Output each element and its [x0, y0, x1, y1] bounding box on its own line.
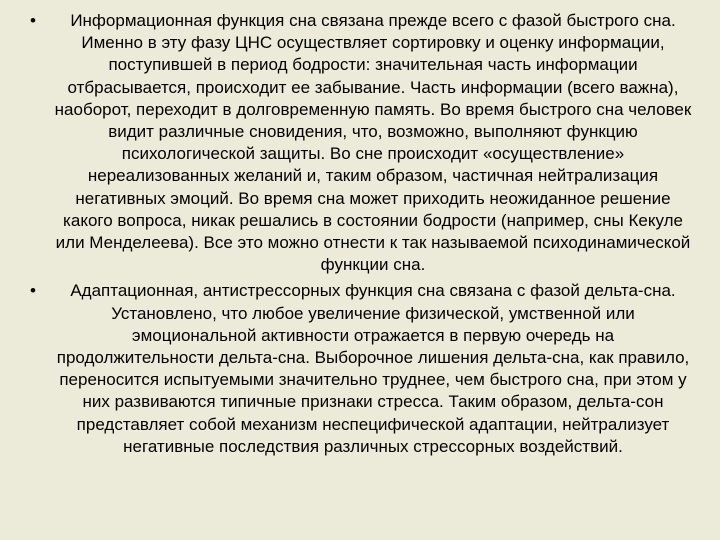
bullet-text: Адаптационная, антистрессорных функция сна связана с фазой дельта-сна. Установлено, что любое увеличение физической, умственной или эмоциональной активности отражается в первую очередь на продолжительности дельта-сна. Выборочное лишения дельта-сна, как правило, переносится испытуемыми значительно труднее, чем быстрого сна, при этом у них развиваются типичные признаки стресса. Таким образом, дельта-сон представляет собой механизм неспецифической адаптации, нейтрализует негативные последствия различных стрессорных воздействий.	[56, 281, 690, 456]
bullet-item-adaptation-function	[26, 280, 694, 458]
bullet-list	[26, 10, 694, 462]
bullet-marker: •	[30, 11, 36, 30]
bullet-text: Информационная функция сна связана прежде всего с фазой быстрого сна. Именно в эту фазу ЦНС осуществляет сортировку и оценку информации, поступившей в период бодрости: значительная часть информации отбрасывается, происходит ее забывание. Часть информации (всего важна), наоборот, переходит в долговременную память. Во время быстрого сна человек видит различные сновидения, что, возможно, выполняют функцию психологической защиты. Во сне происходит «осуществление» нереализованных желаний и, таким образом, частичная нейтрализация негативных эмоций. Во время сна может приходить неожиданное решение какого вопроса, никак решались в состоянии бодрости (например, сны Кекуле или Менделеева). Все это можно отнести к так называемой психодинамической функции сна.	[54, 11, 692, 275]
bullet-item-information-function	[26, 10, 694, 276]
bullet-marker: •	[30, 281, 36, 301]
